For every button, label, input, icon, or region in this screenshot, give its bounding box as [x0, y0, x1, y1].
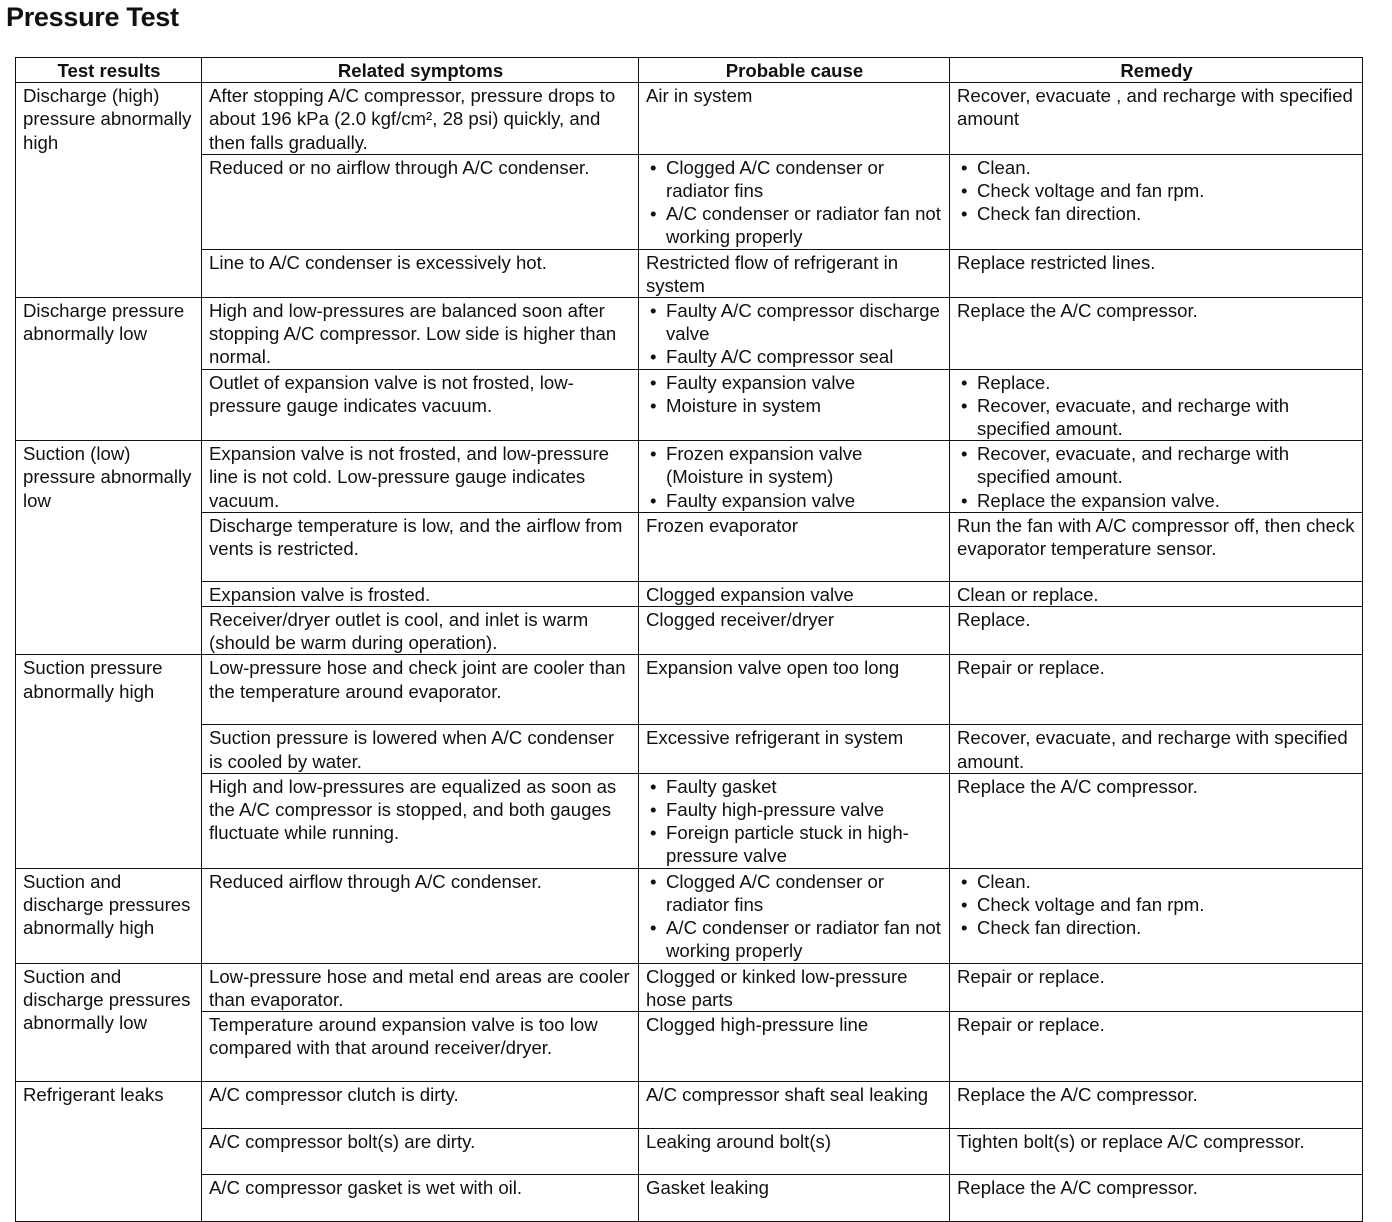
- cause-item: • Faulty gasket: [646, 775, 943, 798]
- test-result-cell: Refrigerant leaks: [16, 1081, 202, 1221]
- remedy-text: Replace the A/C compressor.: [957, 775, 1198, 797]
- table-row: [16, 963, 1363, 1011]
- cause-item: • Faulty A/C compressor discharge valve: [646, 299, 943, 345]
- cause-cell: [639, 1011, 950, 1081]
- cause-list: [646, 442, 943, 512]
- table-row: [16, 249, 1363, 297]
- cause-item: • Frozen expansion valve (Moisture in system): [646, 442, 943, 488]
- cause-cell: [639, 1081, 950, 1128]
- remedy-item: • Check voltage and fan rpm.: [957, 179, 1356, 202]
- cause-text: Gasket leaking: [646, 1176, 769, 1198]
- table-row: [16, 773, 1363, 868]
- test-result-cell: Suction (low) pressure abnormally low: [16, 441, 202, 655]
- remedy-text: Recover, evacuate , and recharge with specified amount: [957, 85, 1353, 130]
- cause-text: Frozen evaporator: [646, 514, 798, 536]
- table-row: [16, 154, 1363, 249]
- test-result-cell: Suction and discharge pressures abnormally low: [16, 963, 202, 1081]
- col-header-probable-cause: Probable cause: [639, 58, 950, 83]
- cause-text: Expansion valve open too long: [646, 657, 900, 679]
- remedy-text: Repair or replace.: [957, 1013, 1105, 1035]
- symptom-cell: Suction pressure is lowered when A/C condenser is cooled by water.: [202, 725, 639, 773]
- remedy-list: [957, 371, 1356, 441]
- remedy-text: Clean or replace.: [957, 583, 1099, 605]
- remedy-list: [957, 442, 1356, 512]
- cause-text: A/C compressor shaft seal leaking: [646, 1083, 929, 1105]
- remedy-cell: [950, 1128, 1363, 1174]
- remedy-cell: [950, 655, 1363, 725]
- table-row: [16, 868, 1363, 963]
- cause-text: Clogged high-pressure line: [646, 1013, 869, 1035]
- remedy-cell: [950, 441, 1363, 513]
- symptom-cell: High and low-pressures are balanced soon after stopping A/C compressor. Low side is higher than normal.: [202, 298, 639, 370]
- symptom-cell: Expansion valve is not frosted, and low-pressure line is not cold. Low-pressure gauge indicates vacuum.: [202, 441, 639, 513]
- table-row: [16, 655, 1363, 725]
- symptom-cell: Reduced or no airflow through A/C condenser.: [202, 154, 639, 249]
- remedy-cell: [950, 773, 1363, 868]
- remedy-cell: [950, 868, 1363, 963]
- remedy-list: [957, 156, 1356, 226]
- cause-cell: [639, 773, 950, 868]
- cause-item: • Clogged A/C condenser or radiator fins: [646, 156, 943, 202]
- cause-cell: [639, 1128, 950, 1174]
- cause-item: • Faulty A/C compressor seal: [646, 345, 943, 368]
- col-header-remedy: Remedy: [950, 58, 1363, 83]
- cause-cell: [639, 154, 950, 249]
- remedy-item: • Replace.: [957, 371, 1356, 394]
- remedy-list: [957, 870, 1356, 940]
- cause-item: • Foreign particle stuck in high-pressure valve: [646, 821, 943, 867]
- cause-cell: [639, 1174, 950, 1221]
- cause-cell: [639, 868, 950, 963]
- symptom-cell: Line to A/C condenser is excessively hot.: [202, 249, 639, 297]
- remedy-cell: [950, 83, 1363, 155]
- cause-text: Leaking around bolt(s): [646, 1130, 832, 1152]
- symptom-cell: A/C compressor gasket is wet with oil.: [202, 1174, 639, 1221]
- table-row: [16, 581, 1363, 606]
- remedy-cell: [950, 725, 1363, 773]
- cause-text: Clogged expansion valve: [646, 583, 854, 605]
- symptom-cell: A/C compressor bolt(s) are dirty.: [202, 1128, 639, 1174]
- symptom-cell: Receiver/dryer outlet is cool, and inlet is warm (should be warm during operation).: [202, 607, 639, 655]
- cause-text: Clogged or kinked low-pressure hose parts: [646, 965, 908, 1010]
- remedy-item: • Clean.: [957, 156, 1356, 179]
- remedy-text: Replace the A/C compressor.: [957, 300, 1198, 322]
- remedy-item: • Clean.: [957, 870, 1356, 893]
- remedy-cell: [950, 1174, 1363, 1221]
- remedy-cell: [950, 607, 1363, 655]
- cause-cell: [639, 607, 950, 655]
- table-row: [16, 441, 1363, 513]
- cause-item: • Moisture in system: [646, 394, 943, 417]
- cause-cell: [639, 83, 950, 155]
- symptom-cell: Reduced airflow through A/C condenser.: [202, 868, 639, 963]
- cause-text: Restricted flow of refrigerant in system: [646, 251, 899, 296]
- symptom-cell: Outlet of expansion valve is not frosted, low-pressure gauge indicates vacuum.: [202, 369, 639, 441]
- cause-cell: [639, 963, 950, 1011]
- remedy-cell: [950, 581, 1363, 606]
- cause-text: Clogged receiver/dryer: [646, 609, 835, 631]
- cause-list: [646, 775, 943, 868]
- table-row: [16, 607, 1363, 655]
- cause-text: Air in system: [646, 85, 753, 107]
- test-result-cell: Discharge pressure abnormally low: [16, 298, 202, 441]
- symptom-cell: Temperature around expansion valve is too low compared with that around receiver/dryer.: [202, 1011, 639, 1081]
- col-header-related-symptoms: Related symptoms: [202, 58, 639, 83]
- remedy-text: Replace.: [957, 609, 1031, 631]
- cause-cell: [639, 725, 950, 773]
- pressure-test-table: [15, 57, 1363, 1222]
- cause-item: • A/C condenser or radiator fan not working properly: [646, 916, 943, 962]
- table-row: [16, 1128, 1363, 1174]
- cause-cell: [639, 369, 950, 441]
- remedy-cell: [950, 963, 1363, 1011]
- cause-list: [646, 371, 943, 417]
- header-row: [16, 58, 1363, 83]
- remedy-text: Replace the A/C compressor.: [957, 1176, 1198, 1198]
- table-row: [16, 1081, 1363, 1128]
- col-header-test-results: Test results: [16, 58, 202, 83]
- symptom-cell: High and low-pressures are equalized as soon as the A/C compressor is stopped, and both gauges fluctuate while running.: [202, 773, 639, 868]
- cause-text: Excessive refrigerant in system: [646, 727, 904, 749]
- test-result-cell: Discharge (high) pressure abnormally high: [16, 83, 202, 298]
- remedy-item: • Check fan direction.: [957, 916, 1356, 939]
- symptom-cell: Low-pressure hose and check joint are cooler than the temperature around evaporator.: [202, 655, 639, 725]
- remedy-text: Replace the A/C compressor.: [957, 1083, 1198, 1105]
- cause-item: • A/C condenser or radiator fan not working properly: [646, 202, 943, 248]
- remedy-cell: [950, 249, 1363, 297]
- table-body: [16, 83, 1363, 1222]
- remedy-item: • Recover, evacuate, and recharge with specified amount.: [957, 442, 1356, 488]
- cause-cell: [639, 655, 950, 725]
- table-row: [16, 512, 1363, 581]
- table-row: [16, 1174, 1363, 1221]
- cause-cell: [639, 512, 950, 581]
- cause-cell: [639, 441, 950, 513]
- cause-list: [646, 299, 943, 369]
- remedy-cell: [950, 369, 1363, 441]
- remedy-text: Run the fan with A/C compressor off, then check evaporator temperature sensor.: [957, 514, 1355, 560]
- remedy-item: • Check fan direction.: [957, 202, 1356, 225]
- test-result-cell: Suction and discharge pressures abnormally high: [16, 868, 202, 963]
- remedy-item: • Replace the expansion valve.: [957, 489, 1356, 512]
- test-result-cell: Suction pressure abnormally high: [16, 655, 202, 868]
- remedy-cell: [950, 1011, 1363, 1081]
- remedy-item: • Check voltage and fan rpm.: [957, 893, 1356, 916]
- symptom-cell: Low-pressure hose and metal end areas are cooler than evaporator.: [202, 963, 639, 1011]
- remedy-cell: [950, 298, 1363, 370]
- cause-list: [646, 156, 943, 249]
- remedy-cell: [950, 154, 1363, 249]
- symptom-cell: Expansion valve is frosted.: [202, 581, 639, 606]
- cause-cell: [639, 298, 950, 370]
- table-row: [16, 369, 1363, 441]
- table-row: [16, 83, 1363, 155]
- remedy-text: Repair or replace.: [957, 965, 1105, 987]
- cause-item: • Faulty expansion valve: [646, 489, 943, 512]
- remedy-item: • Recover, evacuate, and recharge with specified amount.: [957, 394, 1356, 440]
- remedy-cell: [950, 512, 1363, 581]
- page-title: Pressure Test: [6, 2, 179, 32]
- remedy-cell: [950, 1081, 1363, 1128]
- cause-cell: [639, 249, 950, 297]
- table-row: [16, 1011, 1363, 1081]
- remedy-text: Replace restricted lines.: [957, 251, 1156, 273]
- cause-item: • Faulty high-pressure valve: [646, 798, 943, 821]
- cause-list: [646, 870, 943, 963]
- cause-item: • Faulty expansion valve: [646, 371, 943, 394]
- cause-cell: [639, 581, 950, 606]
- cause-item: • Clogged A/C condenser or radiator fins: [646, 870, 943, 916]
- table-row: [16, 725, 1363, 773]
- remedy-text: Repair or replace.: [957, 657, 1105, 679]
- remedy-text: Tighten bolt(s) or replace A/C compressor.: [957, 1130, 1305, 1152]
- symptom-cell: Discharge temperature is low, and the airflow from vents is restricted.: [202, 512, 639, 581]
- symptom-cell: After stopping A/C compressor, pressure drops to about 196 kPa (2.0 kgf/cm², 28 psi) quickly, and then falls gradually.: [202, 83, 639, 155]
- table-row: [16, 298, 1363, 370]
- remedy-text: Recover, evacuate, and recharge with specified amount.: [957, 727, 1348, 772]
- symptom-cell: A/C compressor clutch is dirty.: [202, 1081, 639, 1128]
